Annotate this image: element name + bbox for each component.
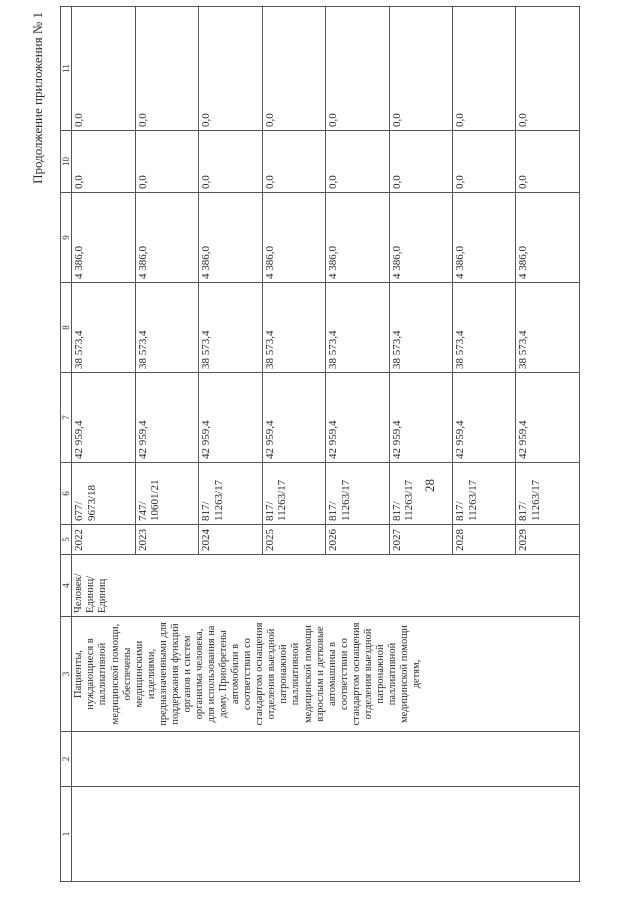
column-number: 5 — [61, 525, 72, 555]
year-cell: 2025 — [262, 525, 325, 555]
funding-cell: 4 386,0 — [135, 193, 198, 283]
funding-cell: 0,0 — [72, 7, 135, 131]
funding-cell: 0,0 — [72, 131, 135, 193]
quantity-cell: 817/ 11263/17 — [516, 463, 580, 525]
quantity-cell: 817/ 11263/17 — [452, 463, 515, 525]
year-cell: 2026 — [326, 525, 389, 555]
column-number: 4 — [61, 555, 72, 617]
quantity-cell: 817/ 11263/17 — [199, 463, 262, 525]
total-cell: 42 959,4 — [262, 373, 325, 463]
column-number: 3 — [61, 617, 72, 732]
column-number: 8 — [61, 283, 72, 373]
funding-cell: 0,0 — [262, 131, 325, 193]
funding-cell: 38 573,4 — [389, 283, 452, 373]
description-cell: Пациенты, нуждающиеся в паллиативной медицинской помощи, обеспечены медицинскими изделиями, предназначенными для поддержания функций органов и систем организма человека, для использования на дому. Приобретены автомобили в соответствии со стандартом оснащения отделения выездной патронажной паллиативной медицинской помощи взрослым и детковые автомашины в соответствии со стандартом оснащения отделения выездной патронажной паллиативной медицинской помощи детям, — [72, 617, 580, 732]
appendix-heading: Продолжение приложения № 1 — [30, 12, 45, 184]
quantity-cell: 817/ 11263/17 — [262, 463, 325, 525]
funding-cell: 0,0 — [516, 7, 580, 131]
funding-cell: 38 573,4 — [516, 283, 580, 373]
funding-cell: 0,0 — [135, 7, 198, 131]
column-number: 11 — [61, 7, 72, 131]
total-cell: 42 959,4 — [135, 373, 198, 463]
quantity-cell: 747/ 10601/21 — [135, 463, 198, 525]
year-cell: 2027 — [389, 525, 452, 555]
funding-cell: 0,0 — [389, 131, 452, 193]
year-cell: 2022 — [72, 525, 135, 555]
funding-cell: 0,0 — [452, 131, 515, 193]
empty-cell — [72, 787, 580, 882]
total-cell: 42 959,4 — [516, 373, 580, 463]
funding-cell: 4 386,0 — [516, 193, 580, 283]
total-cell: 42 959,4 — [326, 373, 389, 463]
quantity-cell: 677/ 9673/18 — [72, 463, 135, 525]
year-cell: 2028 — [452, 525, 515, 555]
column-number: 9 — [61, 193, 72, 283]
funding-cell: 0,0 — [262, 7, 325, 131]
funding-cell: 0,0 — [389, 7, 452, 131]
funding-cell: 0,0 — [516, 131, 580, 193]
empty-cell — [72, 732, 580, 787]
quantity-cell: 817/ 11263/17 — [389, 463, 452, 525]
funding-cell: 0,0 — [452, 7, 515, 131]
data-table — [60, 6, 580, 882]
funding-cell: 4 386,0 — [262, 193, 325, 283]
column-number: 2 — [61, 732, 72, 787]
unit-cell: Человек/Единиц/Единиц — [72, 555, 580, 617]
rotated-content — [30, 7, 590, 882]
funding-cell: 4 386,0 — [199, 193, 262, 283]
funding-cell: 4 386,0 — [72, 193, 135, 283]
quantity-cell: 817/ 11263/17 — [326, 463, 389, 525]
funding-cell: 4 386,0 — [326, 193, 389, 283]
column-number: 1 — [61, 787, 72, 882]
funding-cell: 0,0 — [326, 7, 389, 131]
column-number: 7 — [61, 373, 72, 463]
page-number: 28 — [422, 479, 437, 492]
year-cell: 2024 — [199, 525, 262, 555]
funding-cell: 38 573,4 — [72, 283, 135, 373]
column-number: 10 — [61, 131, 72, 193]
funding-cell: 0,0 — [326, 131, 389, 193]
total-cell: 42 959,4 — [389, 373, 452, 463]
funding-cell: 38 573,4 — [452, 283, 515, 373]
funding-cell: 38 573,4 — [135, 283, 198, 373]
funding-cell: 4 386,0 — [452, 193, 515, 283]
year-cell: 2023 — [135, 525, 198, 555]
total-cell: 42 959,4 — [199, 373, 262, 463]
total-cell: 42 959,4 — [452, 373, 515, 463]
funding-cell: 38 573,4 — [199, 283, 262, 373]
table-row — [72, 7, 135, 882]
funding-cell: 0,0 — [199, 131, 262, 193]
year-cell: 2029 — [516, 525, 580, 555]
funding-cell: 4 386,0 — [389, 193, 452, 283]
column-number: 6 — [61, 463, 72, 525]
column-number-row — [61, 7, 72, 882]
funding-cell: 38 573,4 — [326, 283, 389, 373]
total-cell: 42 959,4 — [72, 373, 135, 463]
funding-cell: 0,0 — [135, 131, 198, 193]
funding-cell: 38 573,4 — [262, 283, 325, 373]
funding-cell: 0,0 — [199, 7, 262, 131]
